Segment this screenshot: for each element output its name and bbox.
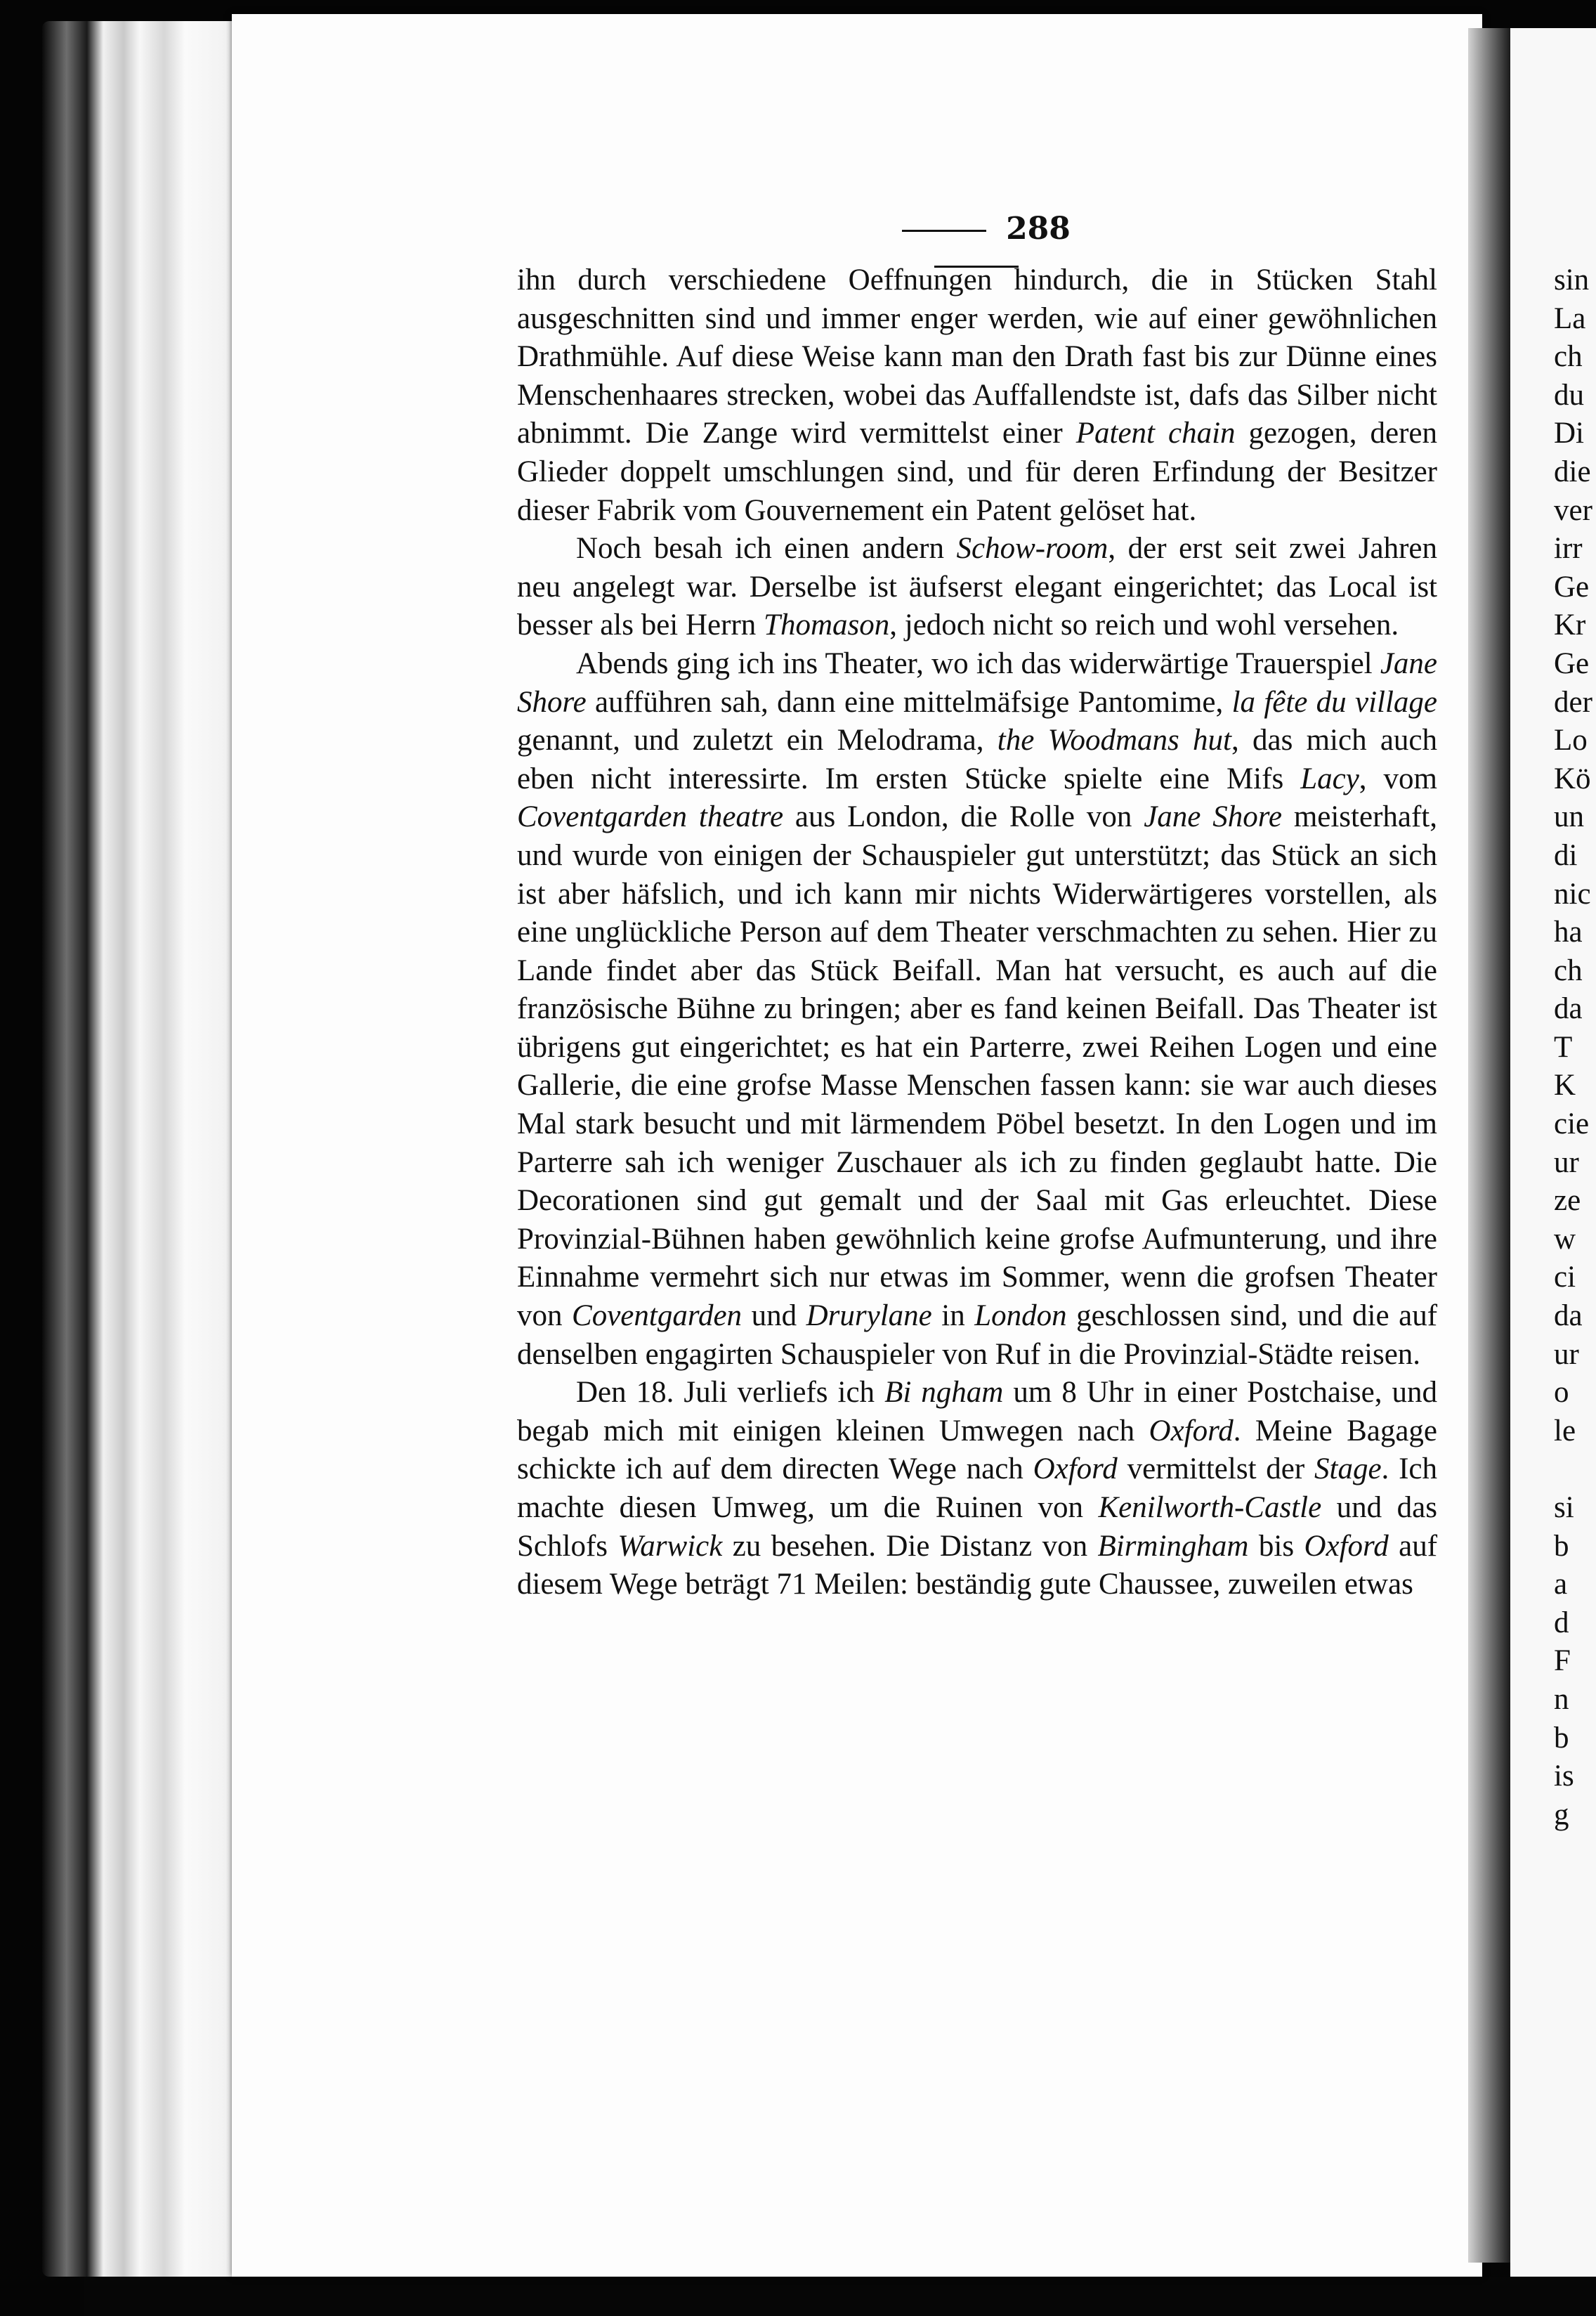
edge-line-fragment: Kö (1554, 762, 1591, 795)
edge-line-fragment: a (1554, 1568, 1568, 1601)
text-run: genannt, und zuletzt ein Melodrama, (517, 724, 998, 757)
edge-line-fragment: der (1554, 685, 1592, 719)
next-page-text-fragments (1554, 261, 1596, 1834)
italic-text: the Woodmans hut (997, 724, 1231, 757)
edge-line-fragment: die (1554, 455, 1591, 488)
edge-line-fragment: b (1554, 1529, 1569, 1563)
edge-line-fragment: nic (1554, 877, 1591, 911)
text-run: um 8 Uhr in einer Postchaise, und begab mich mit einigen kleinen Umwegen nach (517, 1376, 1437, 1448)
italic-text: London (974, 1299, 1067, 1333)
text-run: aufführen sah, dann eine mittelmäfsige Pantomime, (586, 685, 1232, 719)
edge-line-fragment: ur (1554, 1145, 1579, 1179)
italic-text: la fête du village (1231, 685, 1437, 719)
italic-text: Stage (1314, 1452, 1382, 1486)
edge-line-fragment: b (1554, 1721, 1569, 1755)
edge-line-fragment: di (1554, 838, 1578, 872)
edge-line-fragment: le (1554, 1414, 1576, 1448)
text-run: auf diesem Wege beträgt 71 Meilen: beständig gute Chaussee, zuweilen etwas (517, 1529, 1438, 1601)
text-run: geschlossen sind, und die auf denselben engagirten Schauspieler von Ruf in die Provinzial-Städte reisen. (517, 1299, 1438, 1371)
italic-text: Bi ngham (884, 1376, 1004, 1410)
text-run: Noch besah ich einen andern (576, 532, 957, 566)
edge-line-fragment: Kr (1554, 609, 1586, 642)
edge-line-fragment: T (1554, 1030, 1573, 1064)
italic-text: Thomason (764, 609, 890, 642)
text-run: . Meine Bagage schickte ich auf dem directen Wege nach (517, 1414, 1438, 1486)
text-run: in (931, 1299, 975, 1333)
text-run: bis (1248, 1529, 1304, 1563)
edge-line-fragment: da (1554, 992, 1583, 1026)
edge-line-fragment: ch (1554, 340, 1583, 374)
text-run: und das Schlofs (517, 1491, 1437, 1563)
edge-line-fragment: Ge (1554, 570, 1590, 604)
text-run: , vom (1359, 762, 1437, 795)
paragraph (517, 1374, 1437, 1604)
text-run: vermittelst der (1117, 1452, 1314, 1486)
edge-line-fragment: F (1554, 1644, 1571, 1678)
edge-line-fragment: irr (1554, 532, 1583, 566)
text-run: meisterhaft, und wurde von einigen der Schauspieler gut unterstützt; das Stück an sich ist aber häfslich, und ich kann mir nichts Widerwärtigeres vorstellen, als eine unglückliche Person auf dem Theater verschmachten zu sehen. Hier zu Lande findet aber das Stück Beifall. Man hat versucht, es auch auf die französische Bühne zu bringen; aber es fand keinen Beifall. Das Theater ist übrigens gut eingerichtet; es hat ein Parterre, zwei Reihen Logen und eine Gallerie, die eine grofse Masse Menschen fassen kann: sie war auch dieses Mal stark besucht und mit lärmendem Pöbel besetzt. In den Logen und im Parterre sah ich weniger Zuschauer als ich zu finden geglaubt hatte. Die Decorationen sind gut gemalt und der Saal mit Gas erleuchtet. Diese Provinzial-Bühnen haben gewöhnlich keine grofse Aufmunterung, und ihre Einnahme vermehrt sich nur etwas im Sommer, wenn die grofsen Theater von (517, 800, 1437, 1333)
edge-line-fragment: o (1554, 1376, 1569, 1410)
gutter-shadow (1468, 28, 1510, 2263)
text-run: Den 18. Juli verliefs ich (576, 1376, 885, 1410)
edge-line-fragment: ha (1554, 916, 1583, 949)
italic-text: Patent chain (1075, 417, 1236, 450)
edge-line-fragment: ver (1554, 493, 1592, 527)
text-run: aus London, die Rolle von (783, 800, 1144, 834)
edge-line-fragment: La (1554, 301, 1586, 335)
italic-text: Warwick (617, 1529, 723, 1563)
edge-line-fragment: Ge (1554, 646, 1590, 680)
italic-text: Birmingham (1097, 1529, 1249, 1563)
italic-text: Drurylane (806, 1299, 932, 1333)
italic-text: Oxford (1149, 1414, 1234, 1448)
text-run: , das mich auch eben nicht interessirte. Im ersten Stücke spielte eine Mifs (517, 724, 1438, 795)
text-run: , jedoch nicht so reich und wohl versehen. (889, 609, 1399, 642)
edge-line-fragment: Lo (1554, 724, 1588, 757)
paragraph (517, 261, 1437, 530)
text-run: ihn durch verschiedene Oeffnungen hindurch, die in Stücken Stahl ausgeschnitten sind und immer enger werden, wie auf einer gewöhnlichen Drathmühle. Auf diese Weise kann man den Drath fast bis zur Dünne eines Menschenhaares strecken, wobei das Auffallendste ist, dafs das Silber nicht abnimmt. Die Zange wird vermittelst einer (517, 264, 1437, 450)
header-rule-left (902, 230, 986, 232)
edge-line-fragment: is (1554, 1759, 1574, 1793)
edge-line-fragment: cie (1554, 1107, 1590, 1141)
text-run: Abends ging ich ins Theater, wo ich das widerwärtige Trauerspiel (576, 646, 1380, 680)
body-text (517, 261, 1437, 1604)
edge-line-fragment: d (1554, 1606, 1569, 1639)
italic-text: Lacy (1300, 762, 1359, 795)
text-run: . Ich machte diesen Umweg, um die Ruinen von (517, 1452, 1437, 1524)
italic-text: Schow-room (956, 532, 1108, 566)
edge-line-fragment (1554, 1450, 1596, 1489)
edge-line-fragment: ch (1554, 954, 1583, 987)
edge-line-fragment: n (1554, 1682, 1569, 1716)
text-run: , der erst seit zwei Jahren neu angelegt war. Derselbe ist äufserst elegant eingerichtet; das Local ist besser als bei Herrn (517, 532, 1437, 642)
bottom-dark-edge (84, 2277, 1596, 2316)
edge-line-fragment: Di (1554, 417, 1584, 450)
paragraph (517, 530, 1437, 645)
text-run: und (742, 1299, 806, 1333)
edge-line-fragment: ur (1554, 1337, 1579, 1371)
edge-line-fragment: g (1554, 1797, 1569, 1831)
italic-text: Oxford (1033, 1452, 1118, 1486)
paragraph (517, 645, 1437, 1374)
italic-text: Oxford (1304, 1529, 1389, 1563)
text-run: gezogen, deren Glieder doppelt umschlungen sind, und für deren Erfindung der Besitzer dieser Fabrik vom Gouvernement ein Patent gelöset hat. (517, 417, 1438, 527)
edge-line-fragment: w (1554, 1222, 1576, 1256)
italic-text: Jane Shore (1144, 800, 1282, 834)
page-number: 288 (1006, 211, 1071, 247)
edge-line-fragment: K (1554, 1069, 1576, 1102)
edge-line-fragment: si (1554, 1491, 1574, 1524)
italic-text: Kenilworth-Castle (1098, 1491, 1322, 1524)
edge-line-fragment: sin (1554, 264, 1590, 297)
edge-line-fragment: ci (1554, 1261, 1576, 1294)
edge-line-fragment: du (1554, 378, 1584, 412)
edge-line-fragment: ze (1554, 1184, 1581, 1218)
edge-line-fragment: un (1554, 800, 1584, 834)
italic-text: Coventgarden theatre (517, 800, 784, 834)
italic-text: Jane Shore (517, 646, 1437, 719)
italic-text: Coventgarden (572, 1299, 743, 1333)
edge-line-fragment: da (1554, 1299, 1583, 1333)
text-run: zu besehen. Die Distanz von (722, 1529, 1098, 1563)
left-page-edges (42, 21, 246, 2277)
